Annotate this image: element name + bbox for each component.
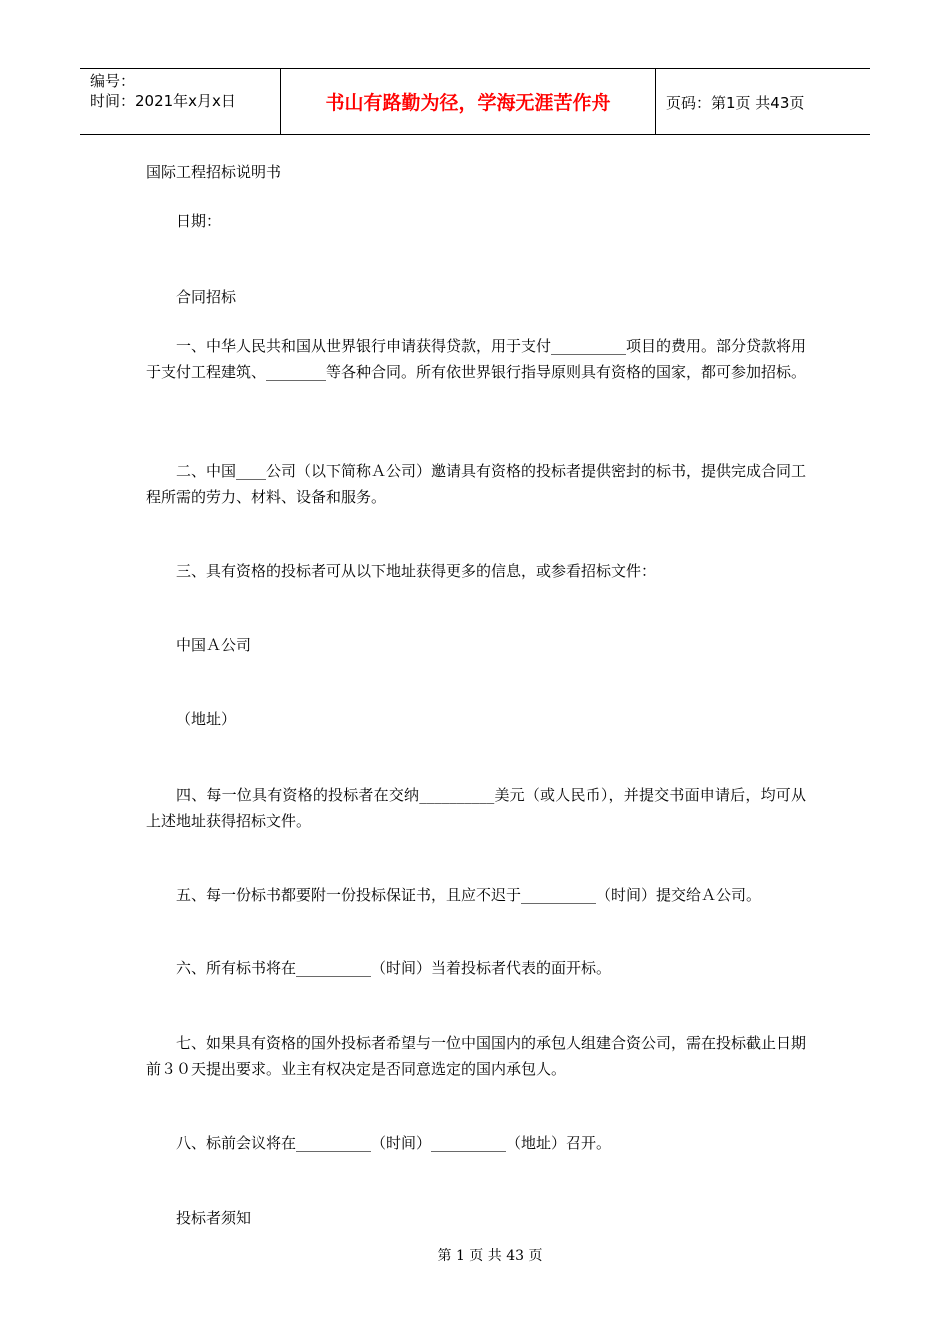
header-page-info: 页码：第1页 共43页 (666, 94, 805, 112)
page-header (80, 68, 870, 135)
paragraph-7: 七、如果具有资格的国外投标者希望与一位中国国内的承包人组建合资公司，需在投标截止日期前３０天提出要求。业主有权决定是否同意选定的国内承包人。 (146, 1034, 807, 1078)
document-title: 国际工程招标说明书 (146, 163, 282, 181)
date-label: 日期： (176, 212, 222, 230)
paragraph-4: 四、每一位具有资格的投标者在交纳__________美元（或人民币），并提交书面申请后，均可从上述地址获得招标文件。 (146, 786, 806, 830)
header-meta (90, 71, 236, 111)
page-footer: 第 1 页 共 43 页 (437, 1248, 543, 1264)
header-motto: 书山有路勤为径，学海无涯苦作舟 (325, 92, 611, 114)
document-time-label: 时间：2021年x月x日 (90, 92, 236, 110)
paragraph-5: 五、每一份标书都要附一份投标保证书，且应不迟于__________（时间）提交给Ａ公司。 (176, 886, 762, 904)
paragraph-8: 八、标前会议将在__________（时间）__________（地址）召开。 (176, 1134, 612, 1152)
address-placeholder: （地址） (176, 710, 237, 728)
company-name: 中国Ａ公司 (176, 636, 252, 654)
paragraph-3: 三、具有资格的投标者可从以下地址获得更多的信息，或参看招标文件： (176, 562, 657, 580)
paragraph-2: 二、中国____公司（以下简称Ａ公司）邀请具有资格的投标者提供密封的标书，提供完成合同工程所需的劳力、材料、设备和服务。 (146, 462, 807, 506)
paragraph-1: 一、中华人民共和国从世界银行申请获得贷款，用于支付__________项目的费用。部分贷款将用于支付工程建筑、________等各种合同。所有依世界银行指导原则具有资格的国家，都可参加招标。 (146, 337, 807, 381)
header-divider (655, 69, 656, 135)
document-number-label: 编号： (90, 72, 136, 90)
section-heading-instructions: 投标者须知 (176, 1209, 252, 1227)
section-heading-contract: 合同招标 (176, 288, 237, 306)
paragraph-6: 六、所有标书将在__________（时间）当着投标者代表的面开标。 (176, 959, 612, 977)
